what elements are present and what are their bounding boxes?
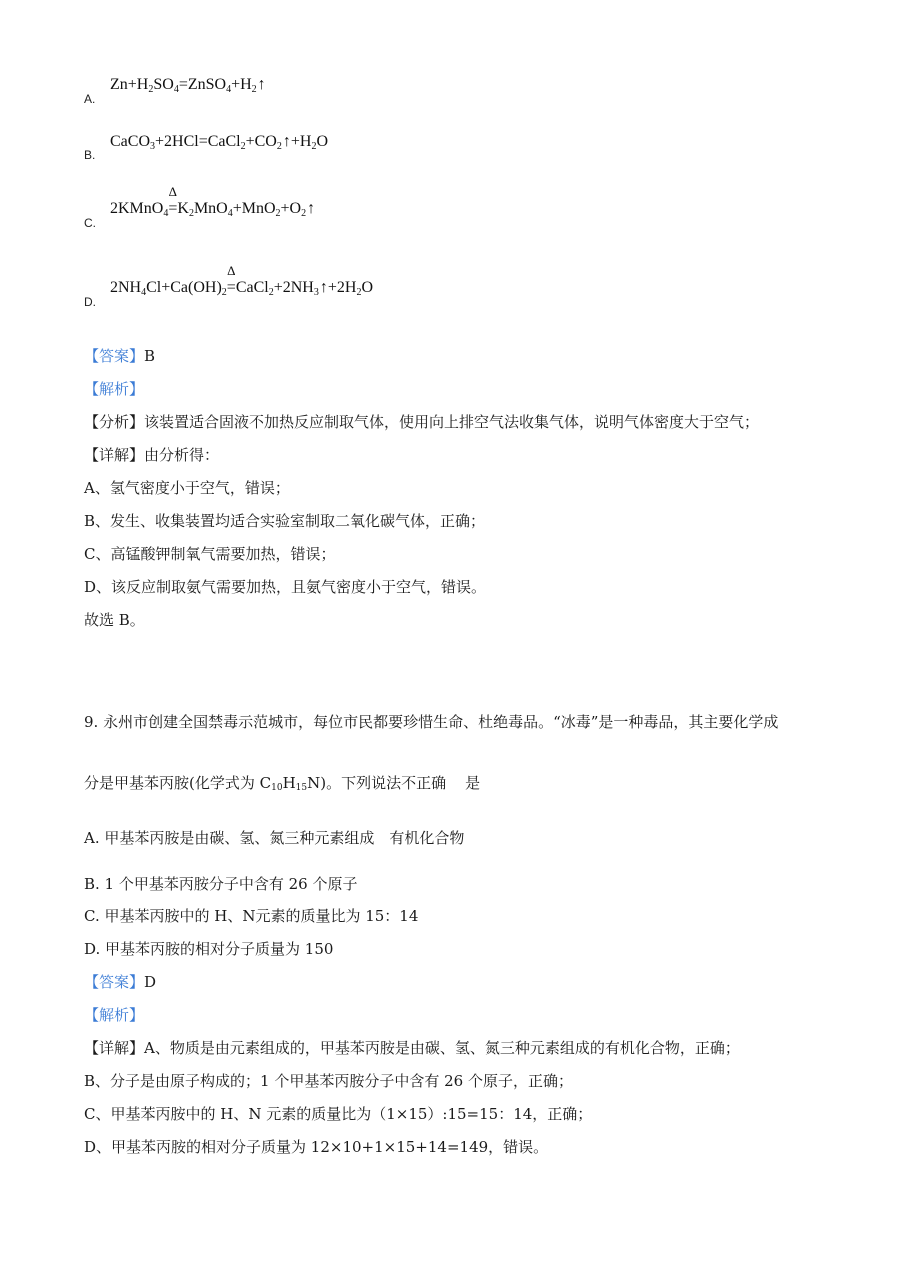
gas-arrow-icon: ↑: [282, 133, 291, 150]
option-a-letter: A.: [84, 92, 96, 106]
answer-label: 【答案】: [84, 973, 145, 991]
option-d-letter: D.: [84, 295, 96, 309]
answer-value: B: [144, 347, 156, 365]
q8-answer: [84, 345, 155, 367]
gas-arrow-icon: ↑: [319, 279, 328, 296]
heat-delta-symbol: Δ: [227, 263, 236, 278]
q9-answer: [84, 971, 156, 993]
q9-option-d: D. 甲基苯丙胺的相对分子质量为 150: [84, 940, 334, 958]
detail-line: 【详解】A、物质是由元素组成的，甲基苯丙胺是由碳、氢、氮三种元素组成的有机化合物，正确；: [84, 1039, 740, 1057]
q9-stem-line1: 9. 永州市创建全国禁毒示范城市，每位市民都要珍惜生命、杜绝毒品。“冰毒”是一种毒品，其主要化学成: [84, 713, 779, 731]
option-d-equation: $2NH_4Cl+Ca(OH)_2$ Δ $=CaCl_2+2NH_3↑+2H_2O$: [110, 263, 373, 298]
detail-line: B、分子是由原子构成的；1 个甲基苯丙胺分子中含有 26 个原子，正确；: [84, 1072, 573, 1090]
answer-value: D: [144, 973, 157, 991]
detail-intro: 【详解】由分析得：: [84, 446, 220, 464]
detail-line: C、高锰酸钾制氧气需要加热，错误；: [84, 545, 336, 563]
analysis-fenxi: 【分析】该装置适合固液不加热反应制取气体，使用向上排空气法收集气体，说明气体密度大于空气；: [84, 413, 760, 431]
analysis-label: 【解析】: [84, 1006, 145, 1024]
detail-line: B、发生、收集装置均适合实验室制取二氧化碳气体，正确；: [84, 512, 486, 530]
analysis-label: 【解析】: [84, 380, 145, 398]
option-b-letter: B.: [84, 148, 96, 162]
conclusion: 故选 B。: [84, 611, 145, 629]
detail-line: D、该反应制取氨气需要加热，且氨气密度小于空气，错误。: [84, 578, 487, 596]
q9-option-a: A. 甲基苯丙胺是由碳、氢、氮三种元素组成 有机化合物: [84, 829, 465, 847]
gas-arrow-icon: ↑: [307, 200, 316, 217]
detail-line: D、甲基苯丙胺的相对分子质量为 12×10+1×15+14=149，错误。: [84, 1138, 549, 1156]
option-a-equation: $Zn+H_2SO_4=ZnSO_4+H_2↑$: [110, 76, 266, 95]
option-c-letter: C.: [84, 216, 96, 230]
option-c-equation: 2KMnO$_4$ Δ $=K_2MnO_4+MnO_2+O_2↑$: [110, 184, 316, 219]
q9-option-b: B. 1 个甲基苯丙胺分子中含有 26 个原子: [84, 875, 358, 893]
q9-option-c: C. 甲基苯丙胺中的 H、N元素的质量比为 15：14: [84, 907, 419, 925]
detail-line: A、氢气密度小于空气，错误；: [84, 479, 290, 497]
gas-arrow-icon: ↑: [257, 76, 266, 93]
heat-delta-symbol: Δ: [168, 184, 178, 199]
answer-label: 【答案】: [84, 347, 145, 365]
detail-line: C、甲基苯丙胺中的 H、N 元素的质量比为（1×15）:15=15：14，正确；: [84, 1105, 593, 1123]
option-b-equation: $CaCO_3+2HCl=CaCl_2+CO_2↑+H_2O$: [110, 133, 328, 152]
q9-stem-line2: 分是甲基苯丙胺(化学式为 $C_{10}H_{15}N$)。下列说法不正确 是: [84, 774, 481, 793]
